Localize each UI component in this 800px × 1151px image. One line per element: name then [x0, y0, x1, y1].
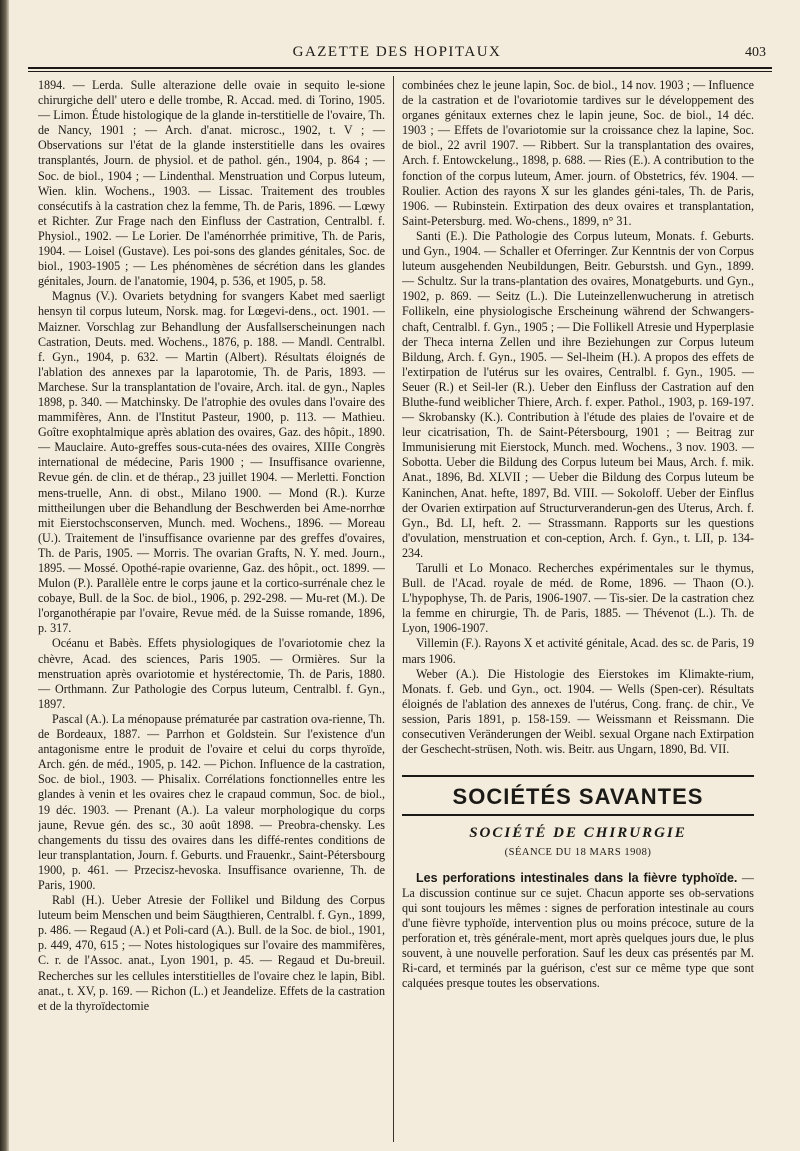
article-paragraph [402, 871, 754, 992]
bibliography-paragraph: Weber (A.). Die Histologie des Eierstokes im Klimakte-rium, Monats. f. Geb. und Gyn., oct. 1904. — Wells (Spen-cer). Résultats éloignés de l'ablation des annexes de l'utérus, Cong. franç. de chir., Ve session, Paris 1891, p. 158-159. — Weissmann et Reissmann. Die consecutiven Veränderungen der Weibl. sexual Organe nach Extirpation der Geschecht-strüsen, Noth. wis. Beitr. aus Ungarn, 1890, Bd. VII. [402, 666, 754, 757]
society-title: SOCIÉTÉ DE CHIRURGIE [469, 825, 687, 842]
bibliography-paragraph: Santi (E.). Die Pathologie des Corpus luteum, Monats. f. Geburts. und Gyn., 1904. — Schaller et Oferringer. Zur Kenntnis der von Corpus luteum ausgehenden Neubildungen, Beitr. Geburstsh. und Gyn., 1899. — Schultz. Sur la trans-plantation des ovaires, Monatgeburts. und Gyn., 1902, p. 869. — Seitz (L.). Die Luteinzellenwucherung in atretisch Follikeln, eine physiologische Erscheinung während der Schwangers-chaft, Centralbl. f. Gyn., 1905 ; — Die Follikell Atresie und Hyperplasie der Theca interna Zellen und ihre Beziehungen zur Corpus luteum Bildung, Arch. f. Gyn., 1905. — Sel-lheim (H.). A propos des effets de l'extirpation de l'utérus sur les ovaires, Centralbl. f. Gyn., 1905. — Seuer (R.) et Seil-ler (R.). Ueber den Einfluss der Castration auf den Bluthe-fund weiblicher Thiere, Arch. f. exper. Pathol., 1903, p. 169-197. — Skrobansky (K.). Contribution à l'étude des plaies de l'ovaire et de leur cicatrisation, Th. de Saint-Pétersbourg, 1901 ; — Beitrag zur Immunisierung mit Eierstock, Munch. med. Wochens., 3 nov. 1903. — Sobotta. Ueber die Bildung des Corpus luteum bei Maus, Arch. f. mik. Anat., 1896, Bd. XLVII ; — Ueber die Bildung des Corpus luteum be Kaninchen, Anat. hefte, 1897, Bd. VIII. — Sokoloff. Ueber der Einflus der Ovarien extirpation auf Structurveranderun-gen des Uterus, Arch. f. Gyn., Bd. LI, heft. 2. — Strassmann. Rapports sur les questions d'ovulation, menstruation et con-ception, Arch. f. Gyn., t. LII, p. 134-234. [402, 228, 754, 560]
right-column [402, 78, 754, 1138]
article-text: — La discussion continue sur ce sujet. Chacun apporte ses ob-servations qui sont toujours les mêmes : signes de perforation intestinale au cours d'une fièvre typhoïde, intervention plus ou moins précoce, suture de la perforation et, très générale-ment, mort après quelques jours due, le plus souvent, à une nouvelle perforation. Sauf les deux cas présentés par M. Ri-card, et terminés par la guérison, c'est sur ce même type que sont calquées presque toutes les observations. [402, 870, 754, 991]
session-date: (SÉANCE DU 18 MARS 1908) [504, 847, 652, 859]
page-number: 403 [745, 45, 766, 60]
article-title: Les perforations intestinales dans la fièvre typhoïde. [416, 870, 738, 885]
bibliography-paragraph: Tarulli et Lo Monaco. Recherches expérimentales sur le thymus, Bull. de l'Acad. royale de méd. de Rome, 1896. — Thaon (O.). L'hypophyse, Th. de Paris, 1906-1907. — Tis-sier. De la castration chez la femme en chirurgie, Th. de Paris, 1885. — Thévenot (L.). Th. de Lyon, 1906-1907. [402, 561, 754, 636]
bibliography-paragraph: Rabl (H.). Ueber Atresie der Follikel und Bildung des Corpus luteum beim Menschen und beim Säugthieren, Centralbl. f. Gyn., 1899, p. 486. — Regaud (A.) et Poli-card (A.). Bull. de la Soc. de biol., 1901, p. 449, 470, 615 ; — Notes histologiques sur l'ovaire des mammifères, C. r. de l'Assoc. anat., Lyon 1901, p. 45. — Regaud et Du-breuil. Recherches sur les cellules interstitielles de l'ovaire chez le lapin, Bibl. anat., t. XV, p. 169. — Richon (L.) et Jeandelize. Effets de la castration et de la thyroïdectomie [38, 893, 385, 1013]
left-column [38, 78, 385, 1138]
bibliography-paragraph: Magnus (V.). Ovariets betydning for svangers Kabet med saerligt hensyn til corpus luteum, Norsk. mag. for Lœgevi-dens., oct. 1901. — Maizner. Vorschlag zur Behandlung der Ausfallserscheinungen nach Castration, Deuts. med. Wochens., 1876, p. 188. — Mandl. Centralbl. f. Gyn., 1904, p. 632. — Martin (Albert). Résultats éloignés de l'ablation des annexes par la laparotomie, Th. de Paris, 1893. — Marchese. Sur la transplantation de l'ovaire, Arch. ital. de gyn., Naples 1898, p. 340. — Matchinsky. De l'atrophie des ovules dans l'ovaire des mammifères, Ann. de l'Institut Pasteur, 1900, p. 113. — Mathieu. Goître exophtalmique après ablation des ovaires, Gaz. des hôpit., 1890. — Mauclaire. Auto-greffes sous-cuta-nées des ovaires, XIIIe Congrès international de médecine, Paris 1900 ; — Insuffisance ovarienne, Revue gén. de clin. et de thérap., 23 juillet 1904. — Merletti. Fonction mens-truelle, Ann. di obst., Milano 1900. — Mond (R.). Kurze mittheilungen uber die Behandlung der Beschwerden bei Ame-norrhœ mit Eierstochsconserven, Munch. med. Wochens., 1896. — Moreau (U.). Traitement de l'insuffisance ovarienne par des greffes d'ovaires, Th. de Paris, 1905. — Morris. The ovarian Grafts, N. Y. med. Journ., 1895. — Mossé. Opothé-rapie ovarienne, Gaz. des hôpit., oct. 1899. — Mulon (P.). Parallèle entre le corps jaune et la cortico-surrénale chez le cobaye, Bull. de la Soc. de biol., 1906, p. 292-298. — Mu-ret (M.). De l'organothérapie par l'ovaire, Revue méd. de la Suisse romande, 1896, p. 317. [38, 289, 385, 636]
page-header [28, 44, 766, 68]
bibliography-paragraph: Océanu et Babès. Effets physiologiques de l'ovariotomie chez la chèvre, Acad. des sciences, Paris 1905. — Ormières. Sur la menstruation après ovariotomie et hystérectomie, Th. de Paris, 1880. — Orthmann. Zur Pathologie des Corpus luteum, Centralbl. f. Gyn., 1897. [38, 636, 385, 711]
section-heading: SOCIÉTÉS SAVANTES [402, 775, 754, 816]
page-binding-shadow [0, 0, 9, 1151]
header-rule-bottom [28, 71, 772, 72]
bibliography-paragraph: Villemin (F.). Rayons X et activité génitale, Acad. des sc. de Paris, 19 mars 1906. [402, 636, 754, 666]
journal-title: GAZETTE DES HOPITAUX [292, 44, 502, 60]
bibliography-paragraph: Pascal (A.). La ménopause prématurée par castration ova-rienne, Th. de Bordeaux, 1887. — Parrhon et Goldstein. Sur l'existence d'un antagonisme entre le produit de l'ovaire et celui du corps thyroïde, Arch. gén. de méd., 1905, p. 142. — Pichon. Influence de la castration, Soc. de biol., 1903. — Phisalix. Corrélations fonctionnelles entre les glandes à venin et les ovaires chez le crapaud commun, Soc. de biol., 19 déc. 1903. — Prenant (A.). La valeur morphologique du corps jaune, Revue gén. des sc., 30 août 1898. — Preobra-chensky. Les changements du tissu des ovaires dans les diffé-rentes conditions de leur transplantation, Journ. f. Geburts. und Frauenkr., Saint-Pétersbourg 1900, p. 461. — Przecisz-hevoska. Insuffisance ovarienne, Th. de Paris, 1900. [38, 711, 385, 892]
header-rule-top [28, 67, 772, 69]
column-divider [393, 76, 394, 1142]
bibliography-paragraph: combinées chez le jeune lapin, Soc. de biol., 14 nov. 1903 ; — Influence de la castration et de l'ovariotomie tardives sur le développement des organes génitaux externes chez le lapin jeune, Soc. de biol., 14 déc. 1903 ; — Effets de l'ovariotomie sur la croissance chez la lapine, Soc. de biol., 22 avril 1907. — Ribbert. Sur la transplantation des ovaires, Arch. f. Entowckelung., 1898, p. 688. — Ries (E.). A contribution to the fonction of the corpus luteum, Amer. journ. of Obstetrics, fév. 1904. — Roulier. Action des rayons X sur les glandes géni-tales, Th. de Paris, 1906. — Rubinstein. Extirpation des deux ovaires et transplantation, Saint-Petersburg. med. Wo-chens., 1899, n° 31. [402, 78, 754, 228]
bibliography-paragraph: 1894. — Lerda. Sulle alterazione delle ovaie in sequito le-sione chirurgiche dell' utero e delle trombe, R. Accad. med. di Torino, 1905. — Limon. Étude histologique de la glande in-terstitielle de l'ovaire, Th. de Nancy, 1901 ; — Arch. d'anat. microsc., 1902, t. V ; — Observations sur l'état de la glande insterstitielle dans les ovaires transplantés, Journ. de physiol. et de pathol. gén., 1904, p. 864 ; — Soc. de biol., 1904 ; — Lindenthal. Menstruation und Corpus luteum, Wien. klin. Wochens., 1903. — Lissac. Traitement des troubles consécutifs à la castration chez la femme, Th. de Paris, 1896. — Lœwy et Richter. Zur Frage nach den Einfluss der Castration, Centralbl. f. Physiol., 1902. — Le Lorier. De l'aménorrhée primitive, Th. de Paris, 1904. — Loisel (Gustave). Les poi-sons des glandes génitales, Soc. de biol., 1903-1905 ; — Les phénomènes de sécrétion dans les glandes génitales, Journ. de l'anatomie, 1904, p. 536, et 1905, p. 58. [38, 78, 385, 289]
